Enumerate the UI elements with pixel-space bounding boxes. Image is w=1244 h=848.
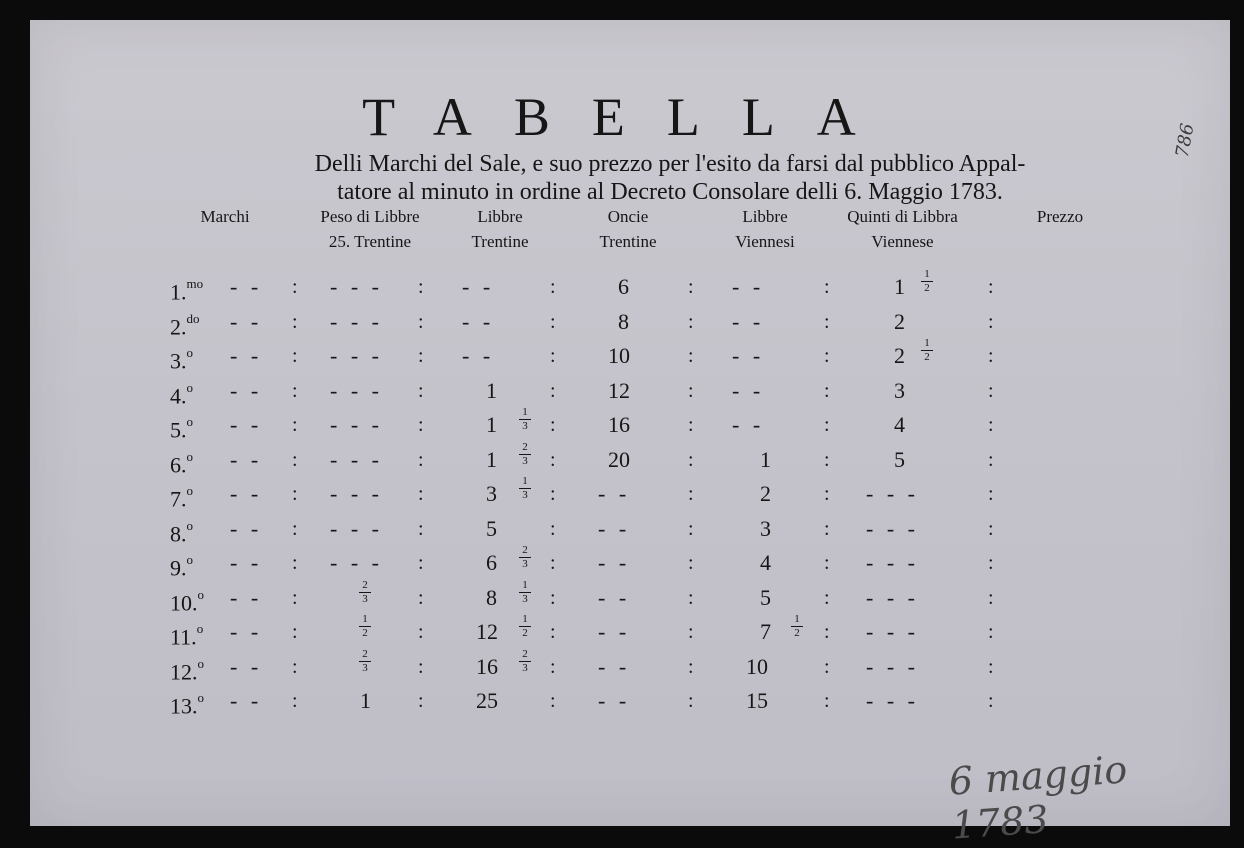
header-quinti-line1: Quinti di Libbra [847,207,958,226]
cell-libbre-trentine: 1 [486,412,497,437]
column-separator: : [988,517,994,540]
cell-peso: - - - [330,550,383,575]
cell-peso: 1 [360,688,371,713]
column-separator: : [418,379,424,402]
column-separator: : [550,655,556,678]
row-mark: 7.$^o$ [170,483,193,512]
column-separator: : [988,379,994,402]
cell-libbre-fraction [518,407,532,432]
column-separator: : [688,483,694,505]
cell-libbre-trentine: - - [462,343,495,368]
column-separator: : [550,276,556,298]
column-separator: : [824,517,830,540]
header-peso [295,204,445,254]
cell-oncie: - - [598,550,631,575]
table-row [30,684,1230,718]
row-mark: 9.$^o$ [170,552,193,581]
cell-oncie: 8 [618,308,629,334]
column-separator: : [988,621,994,643]
column-separator: : [550,345,556,367]
row-mark-suffix: do [186,310,200,326]
column-separator: : [688,552,694,574]
row-mark-dashes: - - [230,343,263,368]
row-mark-dashes: - - [230,377,263,403]
column-separator: : [550,517,556,540]
document-title: TABELLA [362,87,898,147]
cell-quinti: 5 [894,446,905,472]
table-row [30,647,1230,684]
column-separator: : [418,310,424,333]
header-quinti-line2: Viennese [871,232,934,251]
subtitle-line-1: Delli Marchi del Sale, e suo prezzo per l'esito da farsi dal pubblico Appal- [314,151,1026,177]
subtitle-line-2: tatore al minuto in ordine al Decreto Consolare delli 6. Maggio 1783. [337,179,1003,205]
column-separator: : [550,448,556,471]
column-separator: : [824,552,830,574]
cell-libbre-viennesi: 15 [746,688,768,713]
row-mark-suffix: o [186,448,193,464]
cell-libbre-trentine: 1 [486,377,497,403]
cell-libbre-fraction-denominator: 3 [522,592,528,605]
row-mark-suffix: o [186,379,193,395]
table-row [30,440,1230,477]
cell-quinti: - - - [866,688,919,713]
header-quinti [830,204,975,254]
cell-peso-fraction-numerator: 2 [362,647,368,660]
column-separator: : [292,448,298,471]
cell-peso-fraction-denominator: 3 [362,661,368,674]
column-separator: : [688,414,694,436]
cell-libbre-trentine: 8 [486,584,497,610]
row-mark-suffix: o [197,690,204,705]
column-separator: : [550,621,556,643]
cell-libbre-viennesi: 1 [760,446,771,472]
header-libbre-line2: Trentine [471,232,529,251]
row-mark-dashes: - - [230,308,263,334]
header-marchi [180,204,270,229]
cell-quinti: 3 [894,377,905,403]
cell-libbre-viennesi: 10 [746,653,768,679]
row-mark: 11.$^o$ [170,621,204,650]
header-oncie-line2: Trentine [599,232,657,251]
cell-peso-fraction [358,580,372,605]
cell-libbre-fraction [518,580,532,605]
table-row [30,270,1230,304]
column-separator: : [688,621,694,643]
row-mark-dashes: - - [230,446,263,472]
header-oncie [578,204,678,254]
column-separator: : [418,621,424,643]
cell-quinti-fraction [920,338,934,363]
header-peso-line2: 25. Trentine [328,232,412,251]
cell-libbre-fraction-numerator: 2 [522,440,528,453]
row-mark: 6.$^o$ [170,448,193,477]
column-separator: : [418,414,424,436]
column-separator: : [418,517,424,540]
column-separator: : [824,310,830,333]
cell-quinti-fraction-numerator: 1 [924,337,930,349]
column-separator: : [688,517,694,540]
column-separator: : [550,310,556,333]
cell-libbre-fraction-denominator: 2 [522,627,528,639]
column-separator: : [418,276,424,298]
cell-quinti: 2 [894,308,905,334]
column-separator: : [824,379,830,402]
cell-libbre-fraction-denominator: 3 [522,454,528,467]
column-separator: : [418,345,424,367]
column-separator: : [418,655,424,678]
column-separator: : [688,345,694,367]
header-oncie-line1: Oncie [607,207,649,226]
cell-oncie: - - [598,584,631,610]
table-row [30,408,1230,442]
cell-libbre-fraction [518,649,532,674]
cell-peso: - - - [330,481,383,506]
header-libbre-line1: Libbre [477,207,523,226]
cell-viennesi-fraction-denominator: 2 [794,627,800,639]
column-separator: : [292,483,298,505]
row-mark-dashes: - - [230,481,263,506]
row-mark-suffix: mo [186,276,204,291]
column-separator: : [824,621,830,643]
cell-libbre-viennesi: - - [732,412,765,437]
cell-quinti: - - - [866,653,919,679]
cell-libbre-viennesi: 2 [760,481,771,506]
column-separator: : [688,690,694,712]
column-separator: : [988,586,994,609]
cell-libbre-fraction-denominator: 3 [522,661,528,674]
table-row [30,477,1230,511]
column-separator: : [824,276,830,298]
column-separator: : [824,655,830,678]
cell-quinti: 4 [894,412,905,437]
column-separator: : [418,448,424,471]
cell-peso-fraction-denominator: 3 [362,592,368,605]
row-mark-dashes: - - [230,274,263,299]
column-separator: : [688,276,694,298]
cell-libbre-trentine: - - [462,274,495,299]
cell-peso: - - - [330,515,383,541]
column-separator: : [550,552,556,574]
row-mark-suffix: o [186,552,193,567]
cell-libbre-fraction-numerator: 2 [522,544,528,556]
column-separator: : [688,586,694,609]
column-separator: : [824,690,830,712]
column-separator: : [824,483,830,505]
column-separator: : [418,586,424,609]
column-separator: : [292,655,298,678]
cell-libbre-fraction-numerator: 1 [522,406,528,418]
cell-peso-fraction [358,614,372,639]
column-separator: : [292,379,298,402]
cell-libbre-trentine: 16 [476,653,498,679]
row-mark-dashes: - - [230,412,263,437]
row-mark: 8.$^o$ [170,517,193,546]
row-mark-dashes: - - [230,653,263,679]
cell-quinti: 1 [894,274,905,299]
row-mark-suffix: o [196,621,204,636]
cell-libbre-viennesi: - - [732,343,765,368]
cell-oncie: - - [598,653,631,679]
column-separator: : [824,414,830,436]
column-separator: : [292,517,298,540]
cell-viennesi-fraction-numerator: 1 [794,613,800,625]
column-separator: : [292,276,298,298]
cell-libbre-fraction [518,614,532,639]
cell-peso: - - - [330,412,383,437]
column-separator: : [688,310,694,333]
cell-oncie: 10 [608,343,630,368]
cell-libbre-viennesi: 3 [760,515,771,541]
column-separator: : [824,586,830,609]
column-separator: : [292,345,298,367]
cell-oncie: 12 [608,377,630,403]
cell-peso: - - - [330,377,383,403]
column-separator: : [292,621,298,643]
cell-libbre-fraction-numerator: 2 [522,647,528,660]
column-separator: : [418,483,424,505]
column-separator: : [988,690,994,712]
column-separator: : [550,414,556,436]
cell-quinti: - - - [866,515,919,541]
cell-quinti: - - - [866,584,919,610]
cell-oncie: - - [598,515,631,541]
column-separator: : [688,655,694,678]
row-mark-suffix: o [186,345,193,360]
cell-libbre-viennesi: 7 [760,619,771,644]
header-viennesi-line1: Libbre [742,207,788,226]
cell-peso: - - - [330,308,383,334]
row-mark-dashes: - - [230,584,263,610]
row-mark: 4.$^o$ [170,379,193,408]
cell-peso-fraction-numerator: 1 [362,613,368,625]
table-row [30,578,1230,615]
row-mark: 13.$^o$ [170,690,204,719]
column-separator: : [988,552,994,574]
cell-libbre-trentine: 3 [486,481,497,506]
cell-oncie: 6 [618,274,629,299]
row-mark-suffix: o [186,517,193,533]
column-separator: : [824,448,830,471]
cell-quinti: 2 [894,343,905,368]
cell-oncie: 20 [608,446,630,472]
header-prezzo-label: Prezzo [1036,207,1084,226]
cell-libbre-fraction [518,442,532,467]
row-mark-dashes: - - [230,550,263,575]
cell-peso-fraction-denominator: 2 [362,627,368,639]
column-separator: : [988,483,994,505]
cell-libbre-viennesi: 4 [760,550,771,575]
column-separator: : [550,483,556,505]
table-row [30,339,1230,373]
row-mark-suffix: o [186,414,193,429]
column-separator: : [988,310,994,333]
cell-libbre-fraction-denominator: 3 [522,420,528,432]
header-libbre-viennesi [715,204,815,254]
column-separator: : [688,379,694,402]
cell-oncie: - - [598,619,631,644]
cell-libbre-fraction-numerator: 1 [522,578,528,591]
column-separator: : [988,448,994,471]
cell-libbre-viennesi: - - [732,274,765,299]
cell-oncie: - - [598,688,631,713]
column-separator: : [988,414,994,436]
table-row [30,512,1230,546]
table-row [30,374,1230,408]
cell-quinti: - - - [866,619,919,644]
row-mark-dashes: - - [230,619,263,644]
document-sheet [30,20,1230,848]
cell-libbre-viennesi: - - [732,308,765,334]
cell-libbre-trentine: 25 [476,688,498,713]
column-separator: : [988,276,994,298]
column-separator: : [292,690,298,712]
row-mark: 10.$^o$ [170,586,204,615]
cell-peso: - - - [330,446,383,472]
row-mark: 5.$^o$ [170,414,193,443]
table-row [30,305,1230,339]
column-separator: : [418,690,424,712]
cell-peso-fraction [358,649,372,674]
table-row [30,546,1230,580]
header-libbre-trentine [450,204,550,254]
column-separator: : [292,586,298,609]
row-mark: 3.$^o$ [170,345,193,374]
cell-quinti-fraction-numerator: 1 [924,268,930,280]
cell-viennesi-fraction [790,614,804,639]
cell-peso: - - - [330,343,383,368]
row-mark-suffix: o [197,655,204,671]
cell-quinti: - - - [866,481,919,506]
column-separator: : [988,655,994,678]
cell-libbre-trentine: - - [462,308,495,334]
handwritten-date: 6 maggio 1783 [947,747,1129,848]
header-viennesi-line2: Viennesi [735,232,795,251]
row-mark-dashes: - - [230,688,263,713]
cell-quinti-fraction-denominator: 2 [924,351,930,363]
cell-libbre-fraction [518,545,532,570]
column-separator: : [824,345,830,367]
cell-libbre-trentine: 1 [486,446,497,472]
table-row [30,615,1230,649]
column-separator: : [988,345,994,367]
cell-libbre-fraction-numerator: 1 [522,475,528,487]
cell-quinti: - - - [866,550,919,575]
cell-peso: - - - [330,274,383,299]
row-mark-suffix: o [197,586,204,602]
row-mark: 2.$^{do}$ [170,310,200,339]
cell-libbre-viennesi: - - [732,377,765,403]
column-separator: : [688,448,694,471]
cell-libbre-fraction-denominator: 3 [522,489,528,501]
column-separator: : [292,552,298,574]
cell-oncie: 16 [608,412,630,437]
column-separator: : [418,552,424,574]
cell-libbre-viennesi: 5 [760,584,771,610]
cell-quinti-fraction [920,269,934,294]
column-separator: : [292,310,298,333]
cell-libbre-fraction-numerator: 1 [522,613,528,625]
column-separator: : [550,379,556,402]
column-separator: : [292,414,298,436]
header-marchi-label: Marchi [200,207,250,226]
row-mark-dashes: - - [230,515,263,541]
cell-libbre-fraction-denominator: 3 [522,558,528,570]
row-mark: 12.$^o$ [170,655,204,684]
cell-peso-fraction-numerator: 2 [362,578,368,591]
cell-quinti-fraction-denominator: 2 [924,282,930,294]
cell-libbre-trentine: 5 [486,515,497,541]
cell-oncie: - - [598,481,631,506]
shelf-mark: 786 [1171,121,1199,160]
column-separator: : [550,586,556,609]
row-mark-suffix: o [186,483,193,498]
header-prezzo [1020,204,1100,229]
row-mark: 1.$^{mo}$ [170,276,204,305]
header-peso-line1: Peso di Libbre [320,207,420,226]
cell-libbre-fraction [518,476,532,501]
column-separator: : [550,690,556,712]
cell-libbre-trentine: 12 [476,619,498,644]
cell-libbre-trentine: 6 [486,550,497,575]
